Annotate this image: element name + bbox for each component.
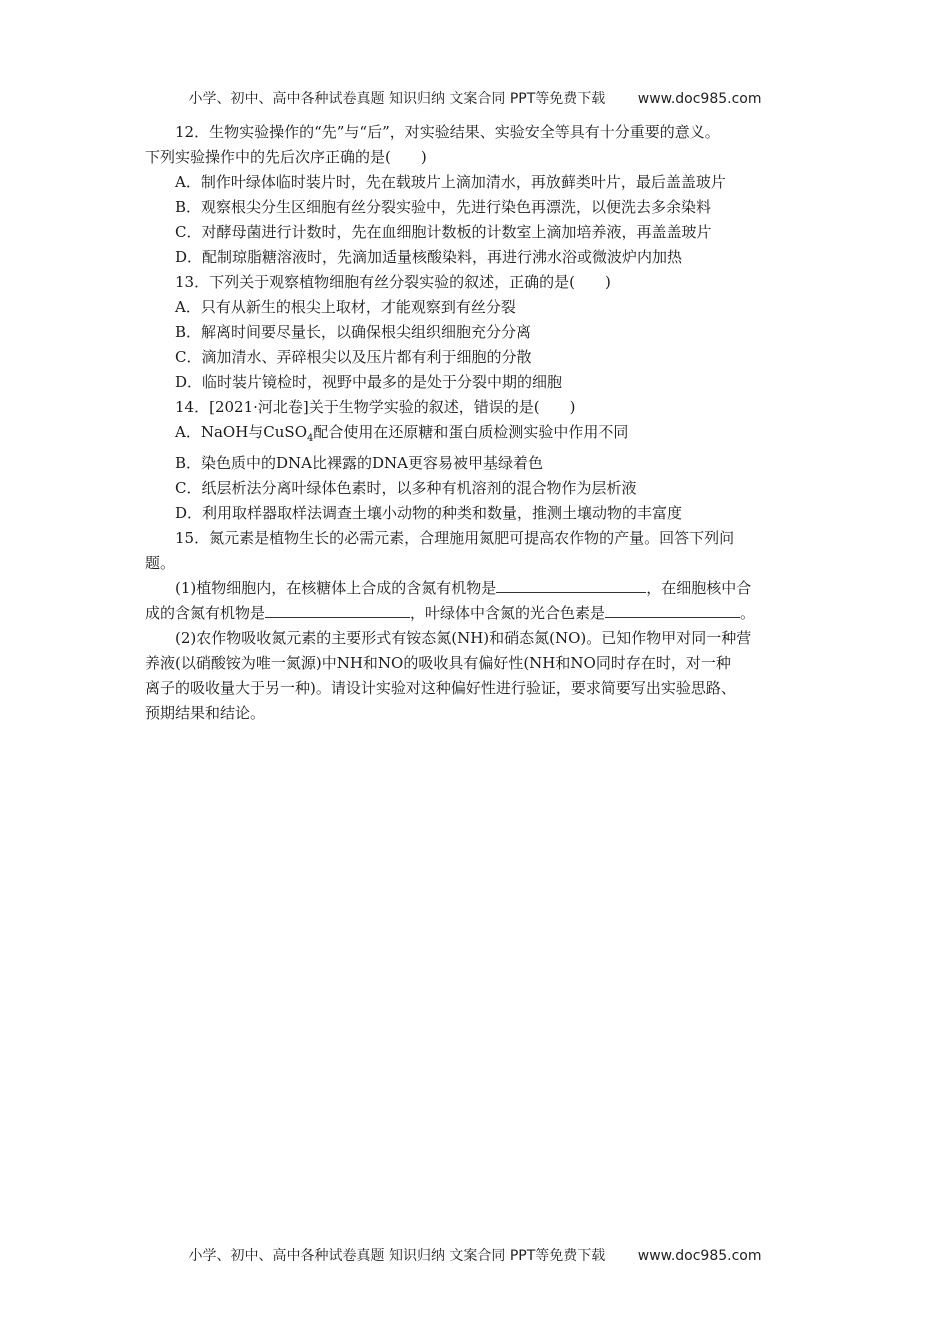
q13-option-b: B．解离时间要尽量长，以确保根尖组织细胞充分分离 <box>175 323 532 341</box>
q15-part1-text-b: ，在细胞核中合 <box>646 579 752 597</box>
q15-part1-text-d: ，叶绿体中含氮的光合色素是 <box>410 604 606 622</box>
q14-stem: 14．[2021·河北卷]关于生物学实验的叙述，错误的是( ) <box>175 398 576 416</box>
q15-part1-text-c: 成的含氮有机物是 <box>145 604 266 622</box>
q15-part2-line4: 预期结果和结论。 <box>145 704 266 722</box>
q13-option-c: C．滴加清水、弄碎根尖以及压片都有利于细胞的分散 <box>175 348 532 366</box>
q15-part1-text-a: (1)植物细胞内，在核糖体上合成的含氮有机物是 <box>175 579 497 597</box>
header-text: 小学、初中、高中各种试卷真题 知识归纳 文案合同 PPT等免费下载 <box>188 91 606 107</box>
q15-part1-line1 <box>145 576 810 601</box>
q12-option-d: D．配制琼脂糖溶液时，先滴加适量核酸染料，再进行沸水浴或微波炉内加热 <box>175 248 683 266</box>
q13-option-a: A．只有从新生的根尖上取材，才能观察到有丝分裂 <box>175 298 516 316</box>
document-body <box>145 120 810 726</box>
q14-option-b: B．染色质中的DNA比裸露的DNA更容易被甲基绿着色 <box>175 454 543 472</box>
q14-option-c: C．纸层析法分离叶绿体色素时，以多种有机溶剂的混合物作为层析液 <box>175 479 637 497</box>
q14-option-a-post: 配合使用在还原糖和蛋白质检测实验中作用不同 <box>313 423 629 441</box>
footer-site-link[interactable]: www.doc985.com <box>637 1248 762 1264</box>
answer-blank-nucleus[interactable] <box>265 602 410 618</box>
q13-option-d: D．临时装片镜检时，视野中最多的是处于分裂中期的细胞 <box>175 373 563 391</box>
q15-part2-line1: (2)农作物吸收氮元素的主要形式有铵态氮(NH)和硝态氮(NO)。已知作物甲对同一种营 <box>175 629 752 647</box>
q12-option-c: C．对酵母菌进行计数时，先在血细胞计数板的计数室上滴加培养液，再盖盖玻片 <box>175 223 712 241</box>
q14-option-a-subscript: 4 <box>307 433 314 444</box>
answer-blank-ribosome[interactable] <box>496 577 646 593</box>
q12-stem-line2: 下列实验操作中的先后次序正确的是( ) <box>145 148 427 166</box>
q14-option-a <box>145 420 810 451</box>
q13-stem: 13．下列关于观察植物细胞有丝分裂实验的叙述，正确的是( ) <box>175 273 611 291</box>
header-site-link[interactable]: www.doc985.com <box>637 91 762 107</box>
q15-stem-line2: 题。 <box>145 554 176 572</box>
q15-part2-line2: 养液(以硝酸铵为唯一氮源)中NH和NO的吸收具有偏好性(NH和NO同时存在时，对一种 <box>145 654 731 672</box>
q12-option-b: B．观察根尖分生区细胞有丝分裂实验中，先进行染色再漂洗，以便洗去多余染料 <box>175 198 712 216</box>
page-footer <box>0 1245 950 1265</box>
q12-stem-line1: 12．生物实验操作的“先”与“后”，对实验结果、实验安全等具有十分重要的意义。 <box>175 123 720 141</box>
q14-option-a-pre: A．NaOH与CuSO <box>175 423 307 441</box>
page-header <box>0 88 950 108</box>
q12-option-a: A．制作叶绿体临时装片时，先在载玻片上滴加清水，再放藓类叶片，最后盖盖玻片 <box>175 173 726 191</box>
footer-text: 小学、初中、高中各种试卷真题 知识归纳 文案合同 PPT等免费下载 <box>188 1248 606 1264</box>
q14-option-d: D．利用取样器取样法调查土壤小动物的种类和数量，推测土壤动物的丰富度 <box>175 504 683 522</box>
q15-part2-line3: 离子的吸收量大于另一种)。请设计实验对这种偏好性进行验证，要求简要写出实验思路、 <box>145 679 736 697</box>
answer-blank-pigment[interactable] <box>605 602 740 618</box>
q15-part1-line2 <box>145 601 810 626</box>
q15-part1-text-e: 。 <box>740 604 756 622</box>
q15-stem-line1: 15．氮元素是植物生长的必需元素，合理施用氮肥可提高农作物的产量。回答下列问 <box>175 529 735 547</box>
